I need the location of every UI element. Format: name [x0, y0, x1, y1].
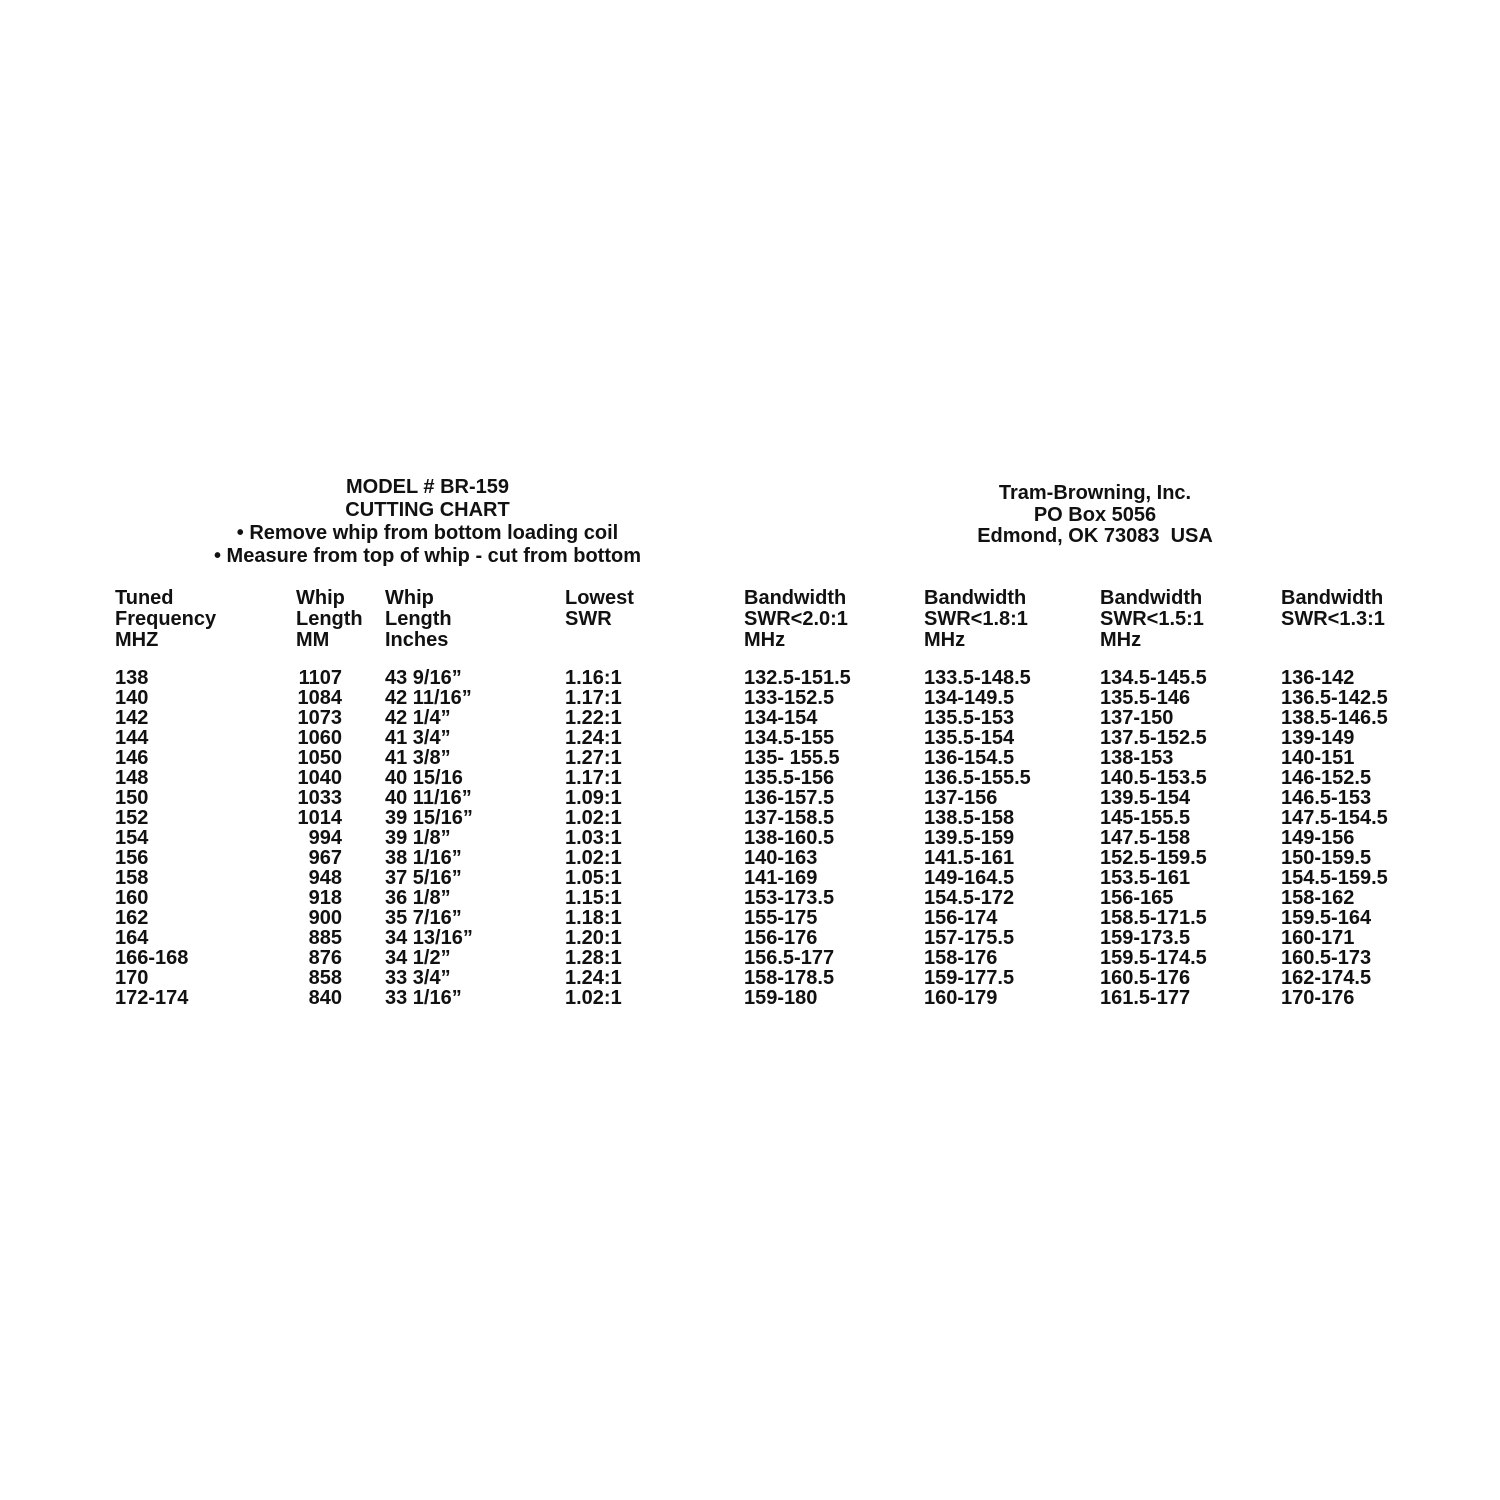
table-cell: 135.5-156	[744, 767, 835, 789]
column-values-tuned-frequency-mhz	[115, 668, 188, 1008]
table-cell: 159-177.5	[924, 967, 1015, 989]
table-cell: 142	[115, 707, 149, 729]
column-values-lowest-swr	[565, 668, 622, 1008]
table-cell: 1.02:1	[565, 847, 622, 869]
table-cell: 1.09:1	[565, 787, 622, 809]
table-cell: 158-176	[924, 947, 998, 969]
table-cell: 33 1/16”	[385, 987, 462, 1009]
table-cell: 159.5-174.5	[1100, 947, 1207, 969]
column-header-tuned-frequency-mhz	[115, 588, 216, 651]
table-cell: 161.5-177	[1100, 987, 1191, 1009]
table-cell: 162-174.5	[1281, 967, 1372, 989]
table-cell: 1.17:1	[565, 687, 622, 709]
table-cell: 160-179	[924, 987, 998, 1009]
column-values-bandwidth-swr-1-8-1	[924, 668, 1031, 1008]
table-cell: 136-142	[1281, 667, 1355, 689]
column-header-line: SWR	[565, 608, 612, 630]
column-header-bandwidth-swr-1-5-1	[1100, 588, 1204, 651]
column-header-bandwidth-swr-2-0-1	[744, 588, 848, 651]
column-header-line: Whip	[385, 587, 434, 609]
table-cell: 145-155.5	[1100, 807, 1191, 829]
column-header-line: SWR<1.5:1	[1100, 608, 1204, 630]
table-cell: 154	[115, 827, 149, 849]
table-cell: 160	[115, 887, 149, 909]
table-cell: 1073	[297, 707, 342, 729]
column-values-bandwidth-swr-1-3-1	[1281, 668, 1388, 1008]
table-cell: 133.5-148.5	[924, 667, 1031, 689]
table-cell: 157-175.5	[924, 927, 1015, 949]
table-cell: 170	[115, 967, 149, 989]
table-cell: 136-157.5	[744, 787, 835, 809]
table-cell: 154.5-159.5	[1281, 867, 1388, 889]
table-cell: 858	[308, 967, 342, 989]
table-cell: 158-178.5	[744, 967, 835, 989]
table-cell: 159-173.5	[1100, 927, 1191, 949]
table-cell: 948	[308, 867, 342, 889]
table-cell: 140	[115, 687, 149, 709]
table-cell: 137-156	[924, 787, 998, 809]
column-header-line: Bandwidth	[744, 587, 847, 609]
table-cell: 135.5-153	[924, 707, 1015, 729]
table-cell: 33 3/4”	[385, 967, 451, 989]
column-header-whip-length-mm	[296, 588, 363, 651]
table-cell: 1.28:1	[565, 947, 622, 969]
column-header-line: MHz	[924, 629, 966, 651]
table-cell: 35 7/16”	[385, 907, 462, 929]
table-cell: 138-153	[1100, 747, 1174, 769]
column-values-bandwidth-swr-1-5-1	[1100, 668, 1207, 1008]
table-cell: 1107	[298, 667, 342, 689]
table-cell: 134.5-155	[744, 727, 835, 749]
table-cell: 42 11/16”	[385, 687, 472, 709]
table-cell: 138.5-146.5	[1281, 707, 1388, 729]
table-cell: 1.02:1	[565, 807, 622, 829]
table-cell: 159.5-164	[1281, 907, 1372, 929]
table-cell: 1.03:1	[565, 827, 622, 849]
column-header-line: MHz	[1100, 629, 1142, 651]
column-values-bandwidth-swr-2-0-1	[744, 668, 851, 1008]
column-values-whip-length-inches	[385, 668, 473, 1008]
table-cell: 1.24:1	[565, 727, 622, 749]
table-cell: 155-175	[744, 907, 818, 929]
column-header-line: Bandwidth	[924, 587, 1027, 609]
table-cell: 1.05:1	[565, 867, 622, 889]
company-city-state: Edmond, OK 73083 USA	[977, 525, 1213, 547]
table-cell: 147.5-154.5	[1281, 807, 1388, 829]
table-cell: 1.16:1	[565, 667, 622, 689]
column-header-line: SWR<1.8:1	[924, 608, 1028, 630]
table-cell: 141-169	[744, 867, 818, 889]
table-cell: 133-152.5	[744, 687, 835, 709]
column-header-bandwidth-swr-1-8-1	[924, 588, 1028, 651]
table-cell: 160-171	[1281, 927, 1355, 949]
table-cell: 41 3/4”	[385, 727, 451, 749]
table-cell: 38 1/16”	[385, 847, 462, 869]
table-cell: 132.5-151.5	[744, 667, 851, 689]
column-header-line: Length	[296, 608, 363, 630]
company-name: Tram-Browning, Inc.	[998, 482, 1192, 504]
column-header-line: SWR<1.3:1	[1281, 608, 1385, 630]
table-cell: 1.18:1	[565, 907, 622, 929]
table-cell: 135.5-154	[924, 727, 1015, 749]
table-cell: 149-164.5	[924, 867, 1015, 889]
table-cell: 1.02:1	[565, 987, 622, 1009]
table-cell: 43 9/16”	[385, 667, 462, 689]
table-cell: 138-160.5	[744, 827, 835, 849]
table-cell: 149-156	[1281, 827, 1355, 849]
table-cell: 39 15/16”	[385, 807, 473, 829]
table-cell: 172-174	[115, 987, 189, 1009]
table-cell: 42 1/4”	[385, 707, 451, 729]
table-cell: 154.5-172	[924, 887, 1015, 909]
table-cell: 918	[308, 887, 342, 909]
table-cell: 135- 155.5	[744, 747, 840, 769]
table-cell: 34 13/16”	[385, 927, 473, 949]
table-cell: 170-176	[1281, 987, 1355, 1009]
table-cell: 1.20:1	[565, 927, 622, 949]
table-cell: 900	[308, 907, 342, 929]
table-cell: 162	[115, 907, 149, 929]
table-cell: 140-151	[1281, 747, 1355, 769]
table-cell: 40 15/16	[385, 767, 463, 789]
table-cell: 138.5-158	[924, 807, 1015, 829]
table-cell: 147.5-158	[1100, 827, 1191, 849]
cutting-table	[0, 588, 1500, 1028]
table-cell: 1040	[297, 767, 342, 789]
table-cell: 994	[308, 827, 342, 849]
table-cell: 41 3/8”	[385, 747, 451, 769]
table-cell: 160.5-176	[1100, 967, 1191, 989]
instruction-bullet-1: • Remove whip from bottom loading coil	[236, 522, 619, 544]
table-cell: 134.5-145.5	[1100, 667, 1207, 689]
table-cell: 1.27:1	[565, 747, 622, 769]
table-cell: 138	[115, 667, 149, 689]
table-cell: 158.5-171.5	[1100, 907, 1207, 929]
column-header-line: Tuned	[115, 587, 174, 609]
table-cell: 134-149.5	[924, 687, 1015, 709]
column-header-line: Length	[385, 608, 452, 630]
instruction-bullet-2: • Measure from top of whip - cut from bottom	[214, 545, 641, 567]
chart-title: CUTTING CHART	[345, 499, 510, 521]
table-cell: 156.5-177	[744, 947, 835, 969]
table-cell: 150-159.5	[1281, 847, 1372, 869]
column-header-line: Bandwidth	[1100, 587, 1203, 609]
table-cell: 1014	[297, 807, 342, 829]
table-cell: 876	[308, 947, 342, 969]
table-cell: 1.17:1	[565, 767, 622, 789]
column-header-lowest-swr	[565, 588, 634, 630]
table-cell: 159-180	[744, 987, 818, 1009]
table-cell: 156-174	[924, 907, 998, 929]
table-cell: 153.5-161	[1100, 867, 1191, 889]
column-header-bandwidth-swr-1-3-1	[1281, 588, 1385, 630]
column-header-line: Frequency	[115, 608, 217, 630]
table-cell: 166-168	[115, 947, 189, 969]
column-header-line: MHz	[744, 629, 786, 651]
table-cell: 967	[308, 847, 342, 869]
table-cell: 146	[115, 747, 149, 769]
table-cell: 37 5/16”	[385, 867, 462, 889]
table-cell: 39 1/8”	[385, 827, 451, 849]
table-cell: 158	[115, 867, 149, 889]
table-cell: 146-152.5	[1281, 767, 1372, 789]
table-cell: 160.5-173	[1281, 947, 1372, 969]
table-cell: 146.5-153	[1281, 787, 1372, 809]
table-cell: 136-154.5	[924, 747, 1015, 769]
column-header-line: Whip	[296, 587, 345, 609]
table-cell: 1084	[297, 687, 342, 709]
table-cell: 136.5-142.5	[1281, 687, 1388, 709]
table-cell: 140.5-153.5	[1100, 767, 1207, 789]
table-cell: 139-149	[1281, 727, 1355, 749]
table-cell: 156	[115, 847, 149, 869]
table-cell: 1033	[297, 787, 342, 809]
table-cell: 139.5-159	[924, 827, 1015, 849]
company-po-box: PO Box 5056	[1033, 503, 1157, 526]
table-cell: 164	[115, 927, 149, 949]
title-block	[200, 476, 655, 568]
column-values-whip-length-mm	[296, 668, 342, 1008]
table-cell: 139.5-154	[1100, 787, 1191, 809]
table-cell: 1050	[297, 747, 342, 769]
table-cell: 1.15:1	[565, 887, 622, 909]
table-cell: 885	[308, 927, 342, 949]
table-cell: 134-154	[744, 707, 818, 729]
table-cell: 840	[308, 987, 342, 1009]
column-header-whip-length-inches	[385, 588, 452, 651]
table-cell: 156-176	[744, 927, 818, 949]
table-cell: 137-150	[1100, 707, 1174, 729]
column-header-line: Lowest	[565, 587, 634, 609]
table-cell: 1.22:1	[565, 707, 622, 729]
table-cell: 137.5-152.5	[1100, 727, 1207, 749]
table-cell: 152.5-159.5	[1100, 847, 1207, 869]
table-cell: 150	[115, 787, 149, 809]
table-cell: 148	[115, 767, 149, 789]
table-cell: 144	[115, 727, 149, 749]
table-cell: 156-165	[1100, 887, 1174, 909]
column-header-line: MM	[296, 629, 330, 651]
column-header-line: SWR<2.0:1	[744, 608, 848, 630]
table-cell: 1060	[297, 727, 342, 749]
table-cell: 36 1/8”	[385, 887, 451, 909]
table-cell: 153-173.5	[744, 887, 835, 909]
table-cell: 158-162	[1281, 887, 1355, 909]
table-cell: 140-163	[744, 847, 818, 869]
table-cell: 34 1/2”	[385, 947, 451, 969]
table-cell: 1.24:1	[565, 967, 622, 989]
table-cell: 152	[115, 807, 149, 829]
table-cell: 137-158.5	[744, 807, 835, 829]
company-address-block	[930, 483, 1260, 548]
column-header-line: Bandwidth	[1281, 587, 1384, 609]
table-cell: 135.5-146	[1100, 687, 1191, 709]
model-number-title: MODEL # BR-159	[345, 476, 509, 498]
table-cell: 136.5-155.5	[924, 767, 1031, 789]
column-header-line: Inches	[385, 629, 449, 651]
table-cell: 40 11/16”	[385, 787, 472, 809]
column-header-line: MHZ	[115, 629, 159, 651]
table-cell: 141.5-161	[924, 847, 1015, 869]
